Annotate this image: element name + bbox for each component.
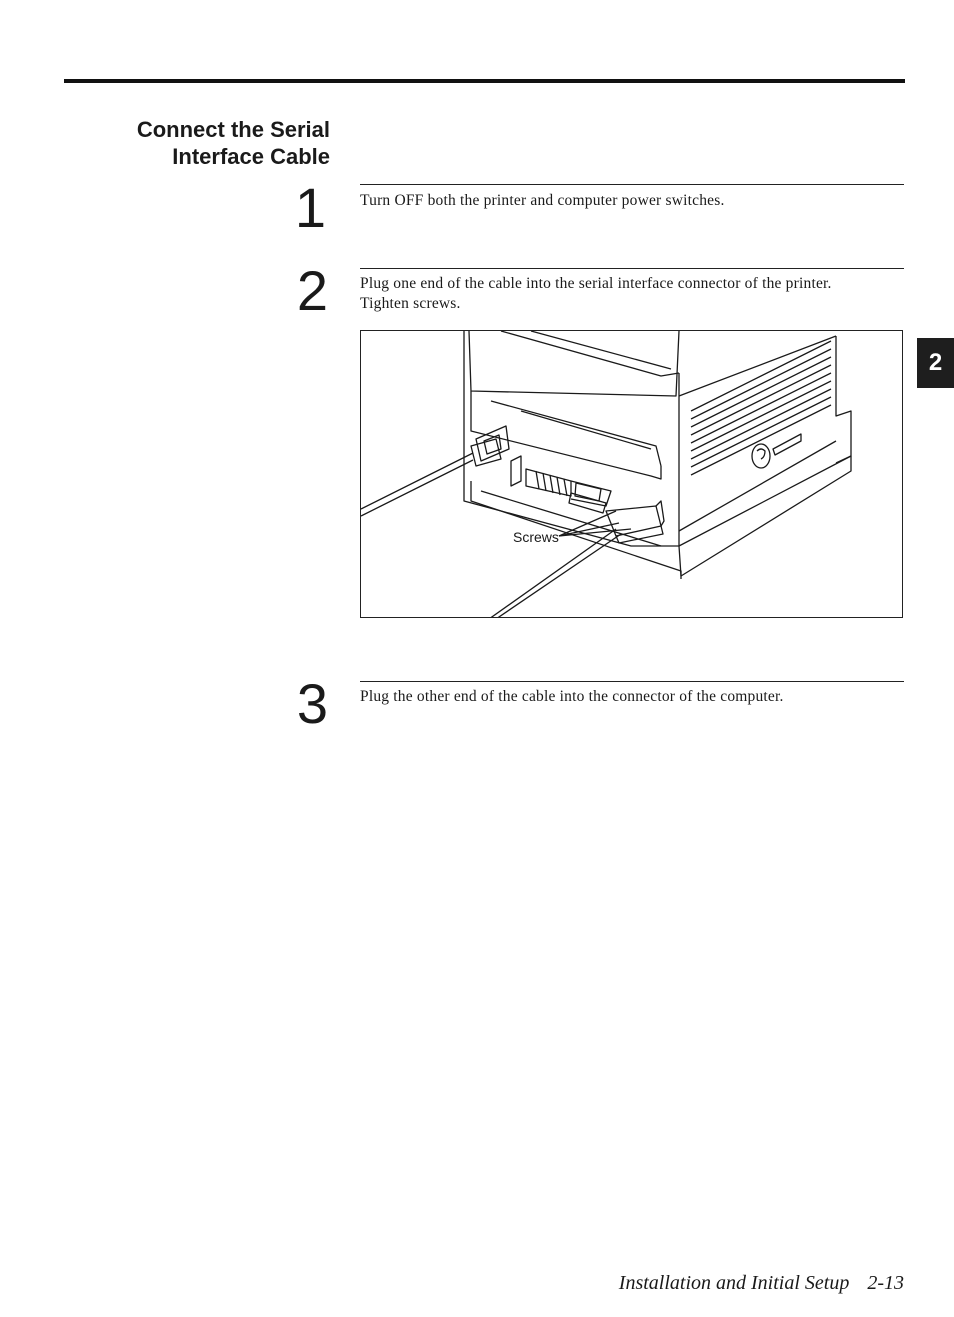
heading-line-1: Connect the Serial bbox=[136, 117, 330, 142]
step-2-line-2: Tighten screws. bbox=[360, 295, 461, 312]
step-3-line: Plug the other end of the cable into the connector of the computer. bbox=[360, 688, 784, 705]
step-1-text bbox=[360, 191, 910, 211]
printer-illustration bbox=[360, 330, 903, 618]
step-3-rule bbox=[360, 681, 904, 682]
step-2-text bbox=[360, 274, 910, 314]
step-1-rule bbox=[360, 184, 904, 185]
step-3-number: 3 bbox=[296, 672, 328, 735]
top-rule bbox=[64, 79, 905, 83]
step-2-line-1: Plug one end of the cable into the serial interface connector of the printer. bbox=[360, 275, 832, 292]
step-2-rule bbox=[360, 268, 904, 269]
footer-title: Installation and Initial Setup bbox=[618, 1272, 850, 1294]
step-2-number: 2 bbox=[296, 259, 328, 322]
step-1-number: 1 bbox=[294, 176, 326, 239]
step-1-line: Turn OFF both the printer and computer power switches. bbox=[360, 192, 725, 209]
step-3-text bbox=[360, 687, 910, 707]
page-number: 2-13 bbox=[867, 1272, 904, 1294]
heading-line-2: Interface Cable bbox=[172, 144, 330, 169]
screws-callout: Screws bbox=[513, 529, 559, 545]
chapter-tab: 2 bbox=[917, 338, 954, 388]
page-footer bbox=[619, 1272, 904, 1295]
section-heading bbox=[137, 116, 330, 170]
printer-drawing bbox=[361, 331, 903, 618]
